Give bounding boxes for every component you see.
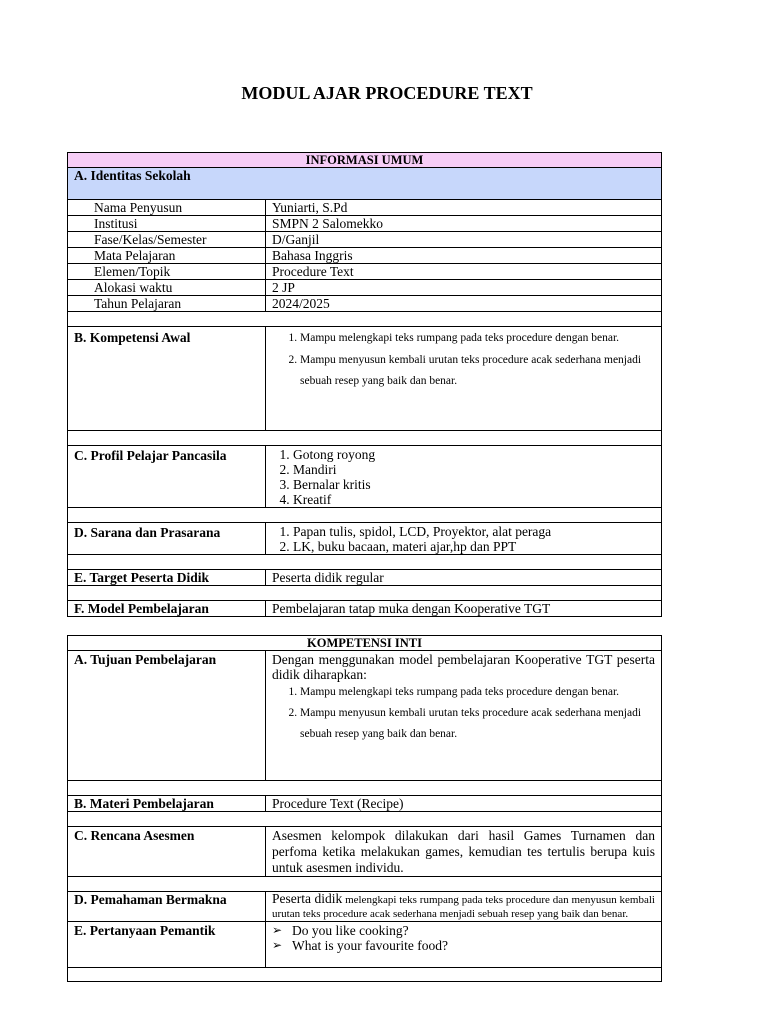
list-item: 3. Bernalar kritis [293,477,655,492]
list-item: 2. Mampu menyusun kembali urutan teks procedure acak sederhana menjadi sebuah resep yang baik dan benar. [300,350,655,393]
sarana-prasarana-cell [266,523,662,555]
list-item: ➢ Do you like cooking? [292,923,655,938]
spacer-row [68,312,662,327]
pertanyaan-pemantik-list [272,923,655,953]
row-label: Elemen/Topik [68,264,266,280]
profil-pelajar-label: C. Profil Pelajar Pancasila [68,446,266,508]
row-value: SMPN 2 Salomekko [266,216,662,232]
list-item: 1. Papan tulis, spidol, LCD, Proyektor, alat peraga [293,524,655,539]
identitas-sekolah-heading: A. Identitas Sekolah [68,168,662,200]
rencana-asesmen-value: Asesmen kelompok dilakukan dari hasil Games Turnamen dan perfoma ketika melakukan games, kemudian tes tertulis berupa kuis untuk asesmen individu. [266,827,662,877]
kompetensi-awal-label: B. Kompetensi Awal [68,327,266,431]
tujuan-intro: Dengan menggunakan model pembelajaran Kooperative TGT peserta didik diharapkan: [272,652,655,682]
materi-pembelajaran-label: B. Materi Pembelajaran [68,796,266,812]
pemahaman-rest: melengkapi teks rumpang pada teks procedure dan menyusun kembali urutan teks procedure acak sederhana menjadi sebuah resep yang baik dan benar. [272,894,655,920]
pemahaman-bermakna-cell [266,892,662,922]
row-value: Yuniarti, S.Pd [266,200,662,216]
row-label: Institusi [68,216,266,232]
spacer-row [68,877,662,892]
pertanyaan-pemantik-cell [266,922,662,968]
pemahaman-lead: Peserta didik [272,891,343,906]
list-item: 2. Mampu menyusun kembali urutan teks procedure acak sederhana menjadi sebuah resep yang baik dan benar. [300,703,655,745]
spacer-row [68,555,662,570]
tujuan-pembelajaran-cell [266,651,662,781]
row-value: Procedure Text [266,264,662,280]
row-label: Nama Penyusun [68,200,266,216]
informasi-umum-header: INFORMASI UMUM [68,153,662,168]
target-peserta-label: E. Target Peserta Didik [68,570,266,586]
list-item: ➢ What is your favourite food? [292,938,655,953]
sarana-prasarana-list [272,524,655,554]
kompetensi-inti-table [67,635,662,982]
row-label: Fase/Kelas/Semester [68,232,266,248]
list-item: 2. Mandiri [293,462,655,477]
spacer-row [68,431,662,446]
list-item: 1. Mampu melengkapi teks rumpang pada teks procedure dengan benar. [300,328,655,350]
list-item: 1. Mampu melengkapi teks rumpang pada teks procedure dengan benar. [300,682,655,703]
tujuan-pembelajaran-label: A. Tujuan Pembelajaran [68,651,266,781]
spacer-row [68,968,662,982]
kompetensi-inti-header: KOMPETENSI INTI [68,636,662,651]
row-label: Mata Pelajaran [68,248,266,264]
spacer-row [68,781,662,796]
list-item: 1. Gotong royong [293,447,655,462]
row-value: Bahasa Inggris [266,248,662,264]
model-pembelajaran-value: Pembelajaran tatap muka dengan Kooperative TGT [266,601,662,617]
kompetensi-awal-cell [266,327,662,431]
rencana-asesmen-label: C. Rencana Asesmen [68,827,266,877]
sarana-prasarana-label: D. Sarana dan Prasarana [68,523,266,555]
page-title: MODUL AJAR PROCEDURE TEXT [241,83,533,103]
spacer-row [68,508,662,523]
row-label: Alokasi waktu [68,280,266,296]
kompetensi-awal-list [272,328,655,393]
tujuan-list [272,682,655,745]
list-item: 4. Kreatif [293,492,655,507]
spacer-row [68,812,662,827]
model-pembelajaran-label: F. Model Pembelajaran [68,601,266,617]
list-item: 2. LK, buku bacaan, materi ajar,hp dan PPT [293,539,655,554]
materi-pembelajaran-value: Procedure Text (Recipe) [266,796,662,812]
row-value: 2 JP [266,280,662,296]
row-value: D/Ganjil [266,232,662,248]
spacer-row [68,586,662,601]
row-value: 2024/2025 [266,296,662,312]
pemahaman-bermakna-label: D. Pemahaman Bermakna [68,892,266,922]
target-peserta-value: Peserta didik regular [266,570,662,586]
pertanyaan-pemantik-label: E. Pertanyaan Pemantik [68,922,266,968]
profil-pelajar-list [272,447,655,507]
row-label: Tahun Pelajaran [68,296,266,312]
informasi-umum-table [67,152,662,617]
profil-pelajar-cell [266,446,662,508]
